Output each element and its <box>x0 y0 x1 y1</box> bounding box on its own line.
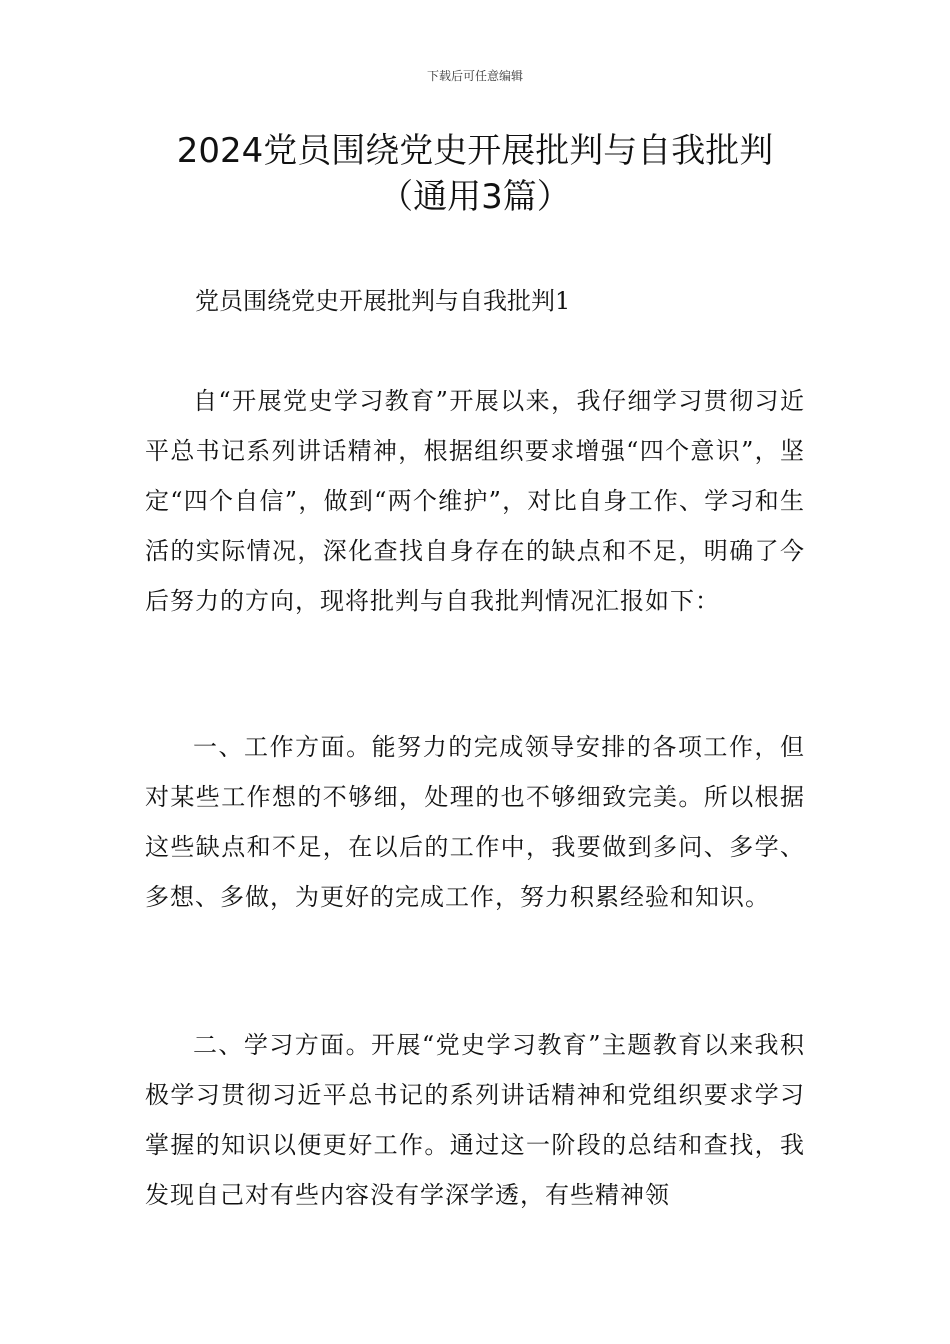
title-line-1: 2024党员围绕党史开展批判与自我批判 <box>176 131 774 171</box>
section-subheading: 党员围绕党史开展批判与自我批判1 <box>195 287 571 315</box>
title-line-2: （通用3篇） <box>379 177 571 217</box>
paragraph-intro: 自“开展党史学习教育”开展以来，我仔细学习贯彻习近平总书记系列讲话精神，根据组织要求增强“四个意识”，坚定“四个自信”，做到“两个维护”，对比自身工作、学习和生活的实际情况，深化查找自身存在的缺点和不足，明确了今后努力的方向，现将批判与自我批判情况汇报如下： <box>145 387 805 615</box>
paragraph-study: 二、学习方面。开展“党史学习教育”主题教育以来我积极学习贯彻习近平总书记的系列讲话精神和党组织要求学习掌握的知识以便更好工作。通过这一阶段的总结和查找，我发现自己对有些内容没有学深学透，有些精神领 <box>145 1031 805 1209</box>
header-note: 下载后可任意编辑 <box>426 69 523 83</box>
paragraph-work: 一、工作方面。能努力的完成领导安排的各项工作，但对某些工作想的不够细，处理的也不够细致完美。所以根据这些缺点和不足，在以后的工作中，我要做到多问、多学、多想、多做，为更好的完成工作，努力积累经验和知识。 <box>145 733 805 911</box>
document-title <box>60 128 890 220</box>
